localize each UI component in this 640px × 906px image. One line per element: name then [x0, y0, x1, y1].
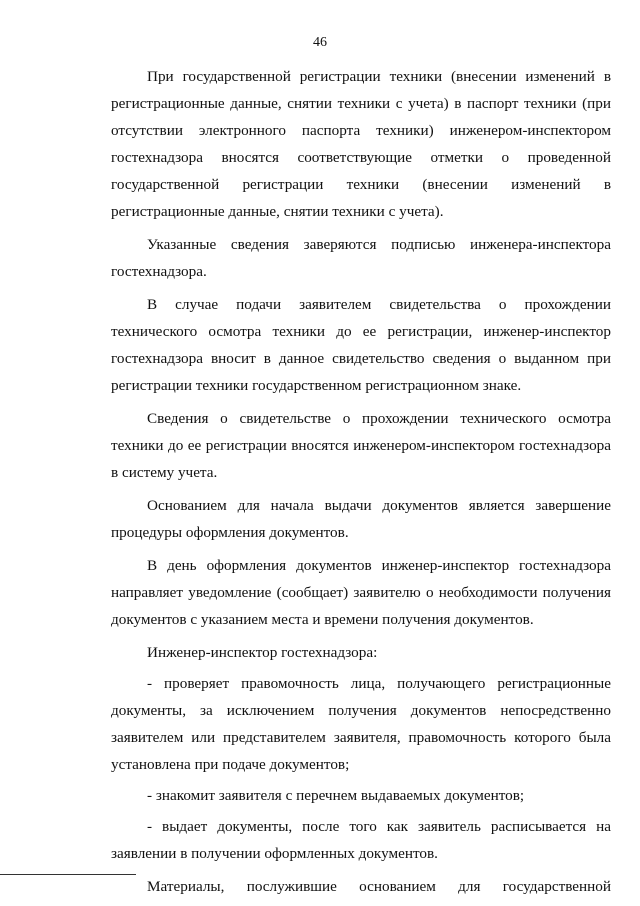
- document-body: [111, 63, 611, 906]
- paragraph-inspection-certificate: В случае подачи заявителем свидетельства о прохождении технического осмотра техники до ее регистрации, инженер-инспектор гостехнадзора вносит в данное свидетельство сведения о выданном при регистрации техники государственном регистрационном знаке.: [111, 296, 611, 394]
- footnote-divider: [0, 874, 136, 875]
- paragraph-notification: В день оформления документов инженер-инспектор гостехнадзора направляет уведомление (сообщает) заявителю о необходимости получения документов с указанием места и времени получения документов.: [111, 557, 611, 628]
- list-item: - проверяет правомочность лица, получающего регистрационные документы, за исключением получения документов непосредственно заявителем или представителем заявителя, правомочность которого была установлена при подаче документов;: [111, 675, 611, 773]
- page-number: 46: [313, 35, 327, 50]
- paragraph-registration-marks: При государственной регистрации техники (внесении изменений в регистрационные данные, снятии техники с учета) в паспорт техники (при отсутствии электронного паспорта техники) инженером-инспектором гостехнадзора вносятся соответствующие отметки о проведенной государственной регистрации техники (внесении изменений в регистрационные данные, снятии техники с учета).: [111, 68, 611, 220]
- paragraph-inspector-duties: Инженер-инспектор гостехнадзора:: [147, 644, 378, 661]
- paragraph-certificate-records: Сведения о свидетельстве о прохождении технического осмотра техники до ее регистрации вносятся инженером-инспектором гостехнадзора в систему учета.: [111, 410, 611, 481]
- list-item: - выдает документы, после того как заявитель расписывается на заявлении в получении оформленных документов.: [111, 818, 611, 862]
- paragraph-issuance-basis: Основанием для начала выдачи документов является завершение процедуры оформления документов.: [111, 497, 611, 541]
- paragraph-signature: Указанные сведения заверяются подписью инженера-инспектора гостехнадзора.: [111, 236, 611, 280]
- list-item: - знакомит заявителя с перечнем выдаваемых документов;: [147, 787, 525, 804]
- paragraph-materials: Материалы, послужившие основанием для государственной: [147, 878, 611, 895]
